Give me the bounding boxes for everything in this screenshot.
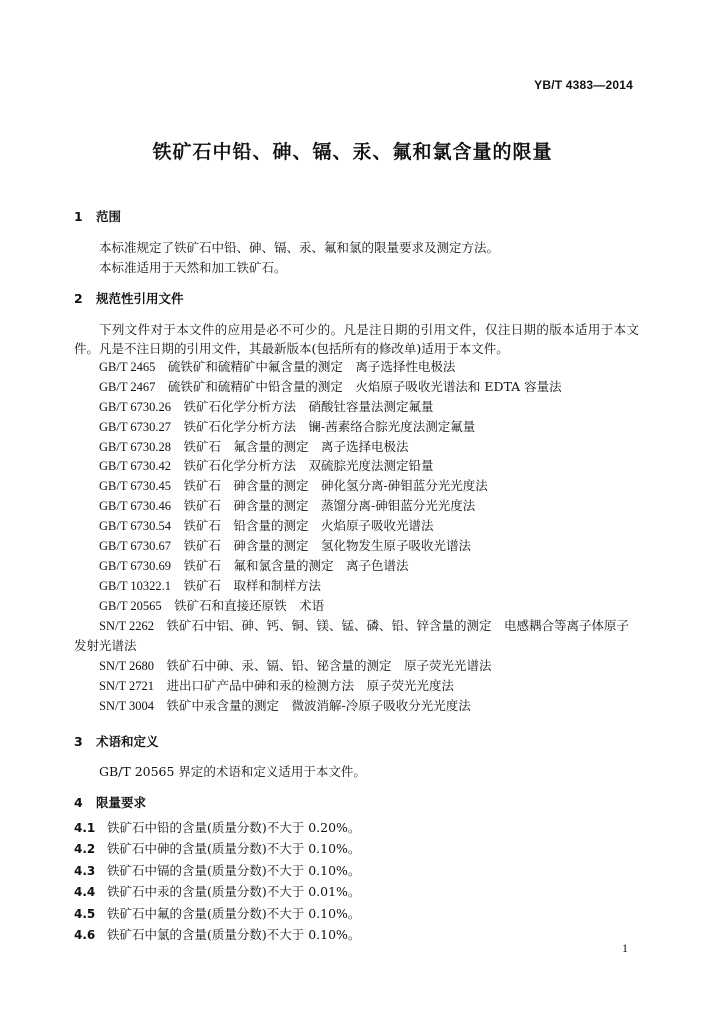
reference-code: GB/T 6730.42: [99, 459, 171, 474]
reference-item: [74, 556, 640, 576]
requirement-item: [74, 839, 640, 860]
clause-number: 4.2: [74, 842, 96, 857]
reference-code: GB/T 6730.27: [99, 419, 171, 434]
reference-title: 铁矿石 砷含量的测定 砷化氢分离-砷钼蓝分光光度法: [183, 478, 488, 494]
section-number: 1: [74, 209, 83, 224]
reference-code: SN/T 2680: [99, 659, 154, 674]
reference-item: [74, 417, 640, 437]
reference-title: 硫铁矿和硫精矿中铅含量的测定 火焰原子吸收光谱法和 EDTA 容量法: [167, 378, 562, 394]
reference-item: [74, 596, 640, 616]
reference-code: GB/T 2465: [99, 360, 156, 374]
reference-item: [74, 456, 640, 476]
requirement-list: [74, 818, 640, 946]
reference-title: 铁矿石 氟含量的测定 离子选择电极法: [183, 438, 409, 454]
section-number: 3: [74, 734, 83, 749]
requirement-text: 铁矿石中镉的含量(质量分数)不大于 0.10%。: [107, 862, 361, 878]
section-number: 4: [74, 795, 83, 810]
reference-title: 硫铁矿和硫精矿中氟含量的测定 离子选择性电极法: [167, 359, 456, 374]
section-3-heading: [74, 732, 159, 751]
section-number: 2: [74, 291, 83, 306]
reference-title: 铁矿石化学分析方法 镧-茜素络合腙光度法测定氟量: [183, 418, 476, 434]
reference-code: SN/T 2721: [99, 679, 154, 694]
section-title: 规范性引用文件: [96, 291, 184, 306]
reference-title: 铁矿石化学分析方法 双硫腙光度法测定铅量: [183, 458, 434, 474]
reference-title: 铁矿石 氟和氯含量的测定 离子色谱法: [183, 557, 409, 573]
reference-title: 铁矿中汞含量的测定 微波消解-冷原子吸收分光光度法: [166, 698, 471, 714]
reference-code: GB/T 6730.28: [99, 439, 171, 454]
reference-item: [74, 656, 640, 676]
reference-code: GB/T 6730.67: [99, 539, 171, 554]
reference-code: GB/T 6730.26: [99, 399, 171, 414]
reference-code: GB/T 6730.46: [99, 499, 171, 514]
reference-title: 铁矿石 砷含量的测定 蒸馏分离-砷钼蓝分光光度法: [183, 498, 476, 514]
reference-title: 铁矿石 取样和制样方法: [183, 577, 322, 593]
reference-code: GB/T 6730.45: [99, 479, 171, 494]
reference-item: [74, 476, 640, 496]
section-2-heading: [74, 289, 184, 308]
reference-list: [74, 357, 640, 716]
reference-item: [74, 496, 640, 516]
reference-title: 铁矿石化学分析方法 硝酸钍容量法测定氟量: [183, 398, 434, 414]
reference-title: 铁矿石和直接还原铁 术语: [174, 597, 325, 613]
reference-item: [74, 576, 640, 596]
requirement-text: 铁矿石中氟的含量(质量分数)不大于 0.10%。: [107, 905, 361, 921]
reference-item: [74, 676, 640, 696]
section-title: 术语和定义: [96, 734, 159, 749]
section-1-paragraph: 本标准规定了铁矿石中铅、砷、镉、汞、氟和氯的限量要求及测定方法。: [99, 240, 500, 255]
requirement-text: 铁矿石中氯的含量(质量分数)不大于 0.10%。: [107, 926, 361, 942]
reference-code: GB/T 10322.1: [99, 578, 171, 593]
reference-title: 铁矿石 砷含量的测定 氢化物发生原子吸收光谱法: [183, 538, 472, 554]
reference-item: [74, 377, 640, 397]
requirement-item: [74, 882, 640, 903]
requirement-item: [74, 861, 640, 882]
clause-number: 4.6: [74, 927, 96, 942]
requirement-text: 铁矿石中汞的含量(质量分数)不大于 0.01%。: [107, 884, 361, 900]
section-1-paragraph: 本标准适用于天然和加工铁矿石。: [99, 260, 287, 275]
section-3-paragraph: GB/T 20565 界定的术语和定义适用于本文件。: [99, 764, 366, 779]
requirement-text: 铁矿石中砷的含量(质量分数)不大于 0.10%。: [107, 841, 361, 857]
reference-title: 铁矿石 铅含量的测定 火焰原子吸收光谱法: [183, 518, 434, 534]
requirement-item: [74, 904, 640, 925]
reference-title: 铁矿石中砷、汞、镉、铅、铋含量的测定 原子荧光光谱法: [166, 658, 492, 674]
reference-item: [74, 397, 640, 417]
section-title: 限量要求: [96, 795, 147, 810]
reference-code: SN/T 3004: [99, 699, 154, 714]
clause-number: 4.1: [74, 821, 96, 835]
reference-code: GB/T 2467: [99, 379, 156, 394]
reference-item: [74, 357, 640, 377]
section-2-intro: 下列文件对于本文件的应用是必不可少的。凡是注日期的引用文件，仅注日期的版本适用于本文件。凡是不注日期的引用文件，其最新版本(包括所有的修改单)适用于本文件。: [74, 322, 639, 356]
reference-item: [74, 516, 640, 536]
reference-item: [74, 536, 640, 556]
reference-code: GB/T 6730.69: [99, 558, 171, 573]
reference-item: [74, 696, 640, 716]
reference-title: 进出口矿产品中砷和汞的检测方法 原子荧光光度法: [166, 678, 455, 694]
requirement-text: 铁矿石中铅的含量(质量分数)不大于 0.20%。: [107, 820, 361, 835]
document-title: 铁矿石中铅、砷、镉、汞、氟和氯含量的限量: [152, 141, 553, 163]
clause-number: 4.4: [74, 885, 96, 900]
reference-code: GB/T 6730.54: [99, 519, 171, 534]
section-1-heading: [74, 207, 121, 226]
clause-number: 4.5: [74, 906, 96, 921]
requirement-item: [74, 925, 640, 946]
reference-item: [74, 616, 640, 657]
section-4-heading: [74, 793, 146, 812]
page-number: 1: [622, 941, 628, 955]
reference-code: GB/T 20565: [99, 598, 162, 613]
standard-number: YB/T 4383—2014: [534, 78, 633, 92]
requirement-item: [74, 818, 640, 839]
reference-code: SN/T 2262: [99, 618, 154, 633]
reference-title: 铁矿石中铝、砷、钙、铜、镁、锰、磷、铅、锌含量的测定 电感耦合等离子体原子发射光谱法: [74, 617, 630, 654]
reference-item: [74, 437, 640, 457]
section-title: 范围: [96, 209, 122, 224]
clause-number: 4.3: [74, 863, 96, 878]
